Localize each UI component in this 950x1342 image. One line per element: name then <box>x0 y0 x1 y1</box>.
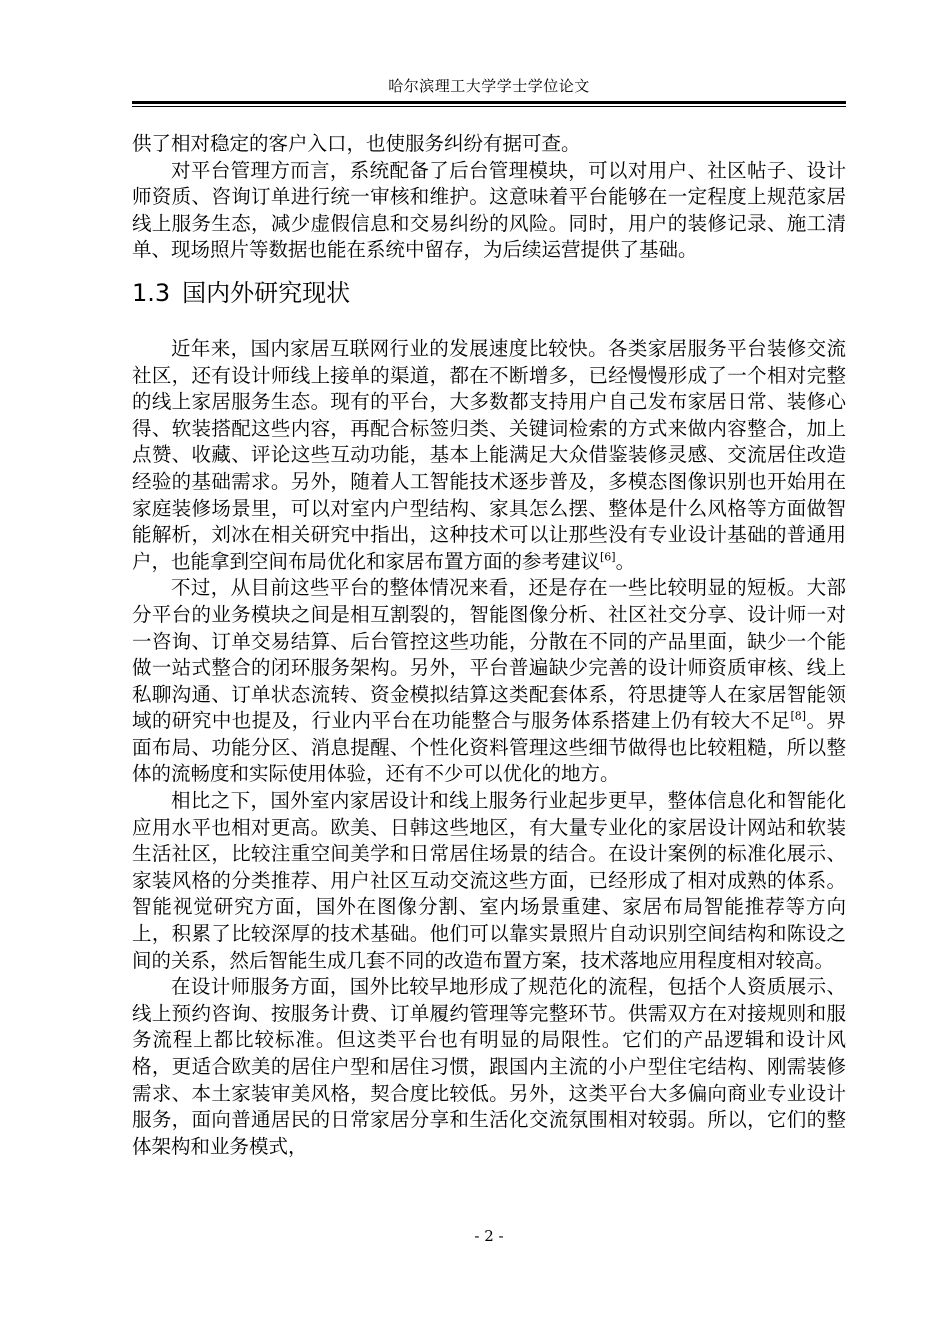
paragraph <box>132 575 846 788</box>
paragraph: 供了相对稳定的客户入口，也使服务纠纷有据可查。 <box>132 132 581 155</box>
section-heading <box>132 276 846 310</box>
paragraph-text: 近年来，国内家居互联网行业的发展速度比较快。各类家居服务平台装修交流社区，还有设计师线上接单的渠道，都在不断增多，已经慢慢形成了一个相对完整的线上家居服务生态。现有的平台，大多数都支持用户自己发布家居日常、装修心得、软装搭配这些内容，再配合标签归类、关键词检索的方式来做内容整合，加上点赞、收藏、评论这些互动功能，基本上能满足大众借鉴装修灵感、交流居住改造经验的基础需求。另外，随着人工智能技术逐步普及，多模态图像识别也开始用在家庭装修场景里，可以对室内户型结构、家具怎么摆、整体是什么风格等方面做智能解析，刘冰在相关研究中指出，这种技术可以让那些没有专业设计基础的普通用户，也能拿到空间布局优化和家居布置方面的参考建议 <box>132 336 846 573</box>
body-content <box>132 131 846 1160</box>
citation: [8] <box>790 709 807 723</box>
header-rule-thick <box>132 101 846 104</box>
paragraph-tail: 。界面布局、功能分区、消息提醒、个性化资料管理这些细节做得也比较粗糙，所以整体的流畅度和实际使用体验，还有不少可以优化的地方。 <box>132 709 846 786</box>
header-rule-thin <box>132 106 846 107</box>
page-number: - 2 - <box>474 1227 504 1245</box>
paragraph <box>132 974 846 1160</box>
citation: [6] <box>600 550 616 564</box>
section-number: 1.3 <box>132 278 171 307</box>
running-header: 哈尔滨理工大学学士学位论文 <box>388 77 590 95</box>
paragraph: 对平台管理方而言，系统配备了后台管理模块，可以对用户、社区帖子、设计师资质、咨询订单进行统一审核和维护。这意味着平台能够在一定程度上规范家居线上服务生态，减少虚假信息和交易纠纷的风险。同时，用户的装修记录、施工清单、现场照片等数据也能在系统中留存，为后续运营提供了基础。 <box>132 158 846 262</box>
section-title: 国内外研究现状 <box>182 278 351 307</box>
paragraph <box>132 336 846 575</box>
paragraph-text: 不过，从目前这些平台的整体情况来看，还是存在一些比较明显的短板。大部分平台的业务模块之间是相互割裂的，智能图像分析、社区社交分享、设计师一对一咨询、订单交易结算、后台管控这些功能，分散在不同的产品里面，缺少一个能做一站式整合的闭环服务架构。另外，平台普遍缺少完善的设计师资质审核、线上私聊沟通、订单状态流转、资金模拟结算这类配套体系，符思捷等人在家居智能领域的研究中也提及，行业内平台在功能整合与服务体系搭建上仍有较大不足 <box>132 576 846 733</box>
paragraph-tail: 。 <box>615 549 636 573</box>
paragraph-text: 相比之下，国外室内家居设计和线上服务行业起步更早，整体信息化和智能化应用水平也相对更高。欧美、日韩这些地区，有大量专业化的家居设计网站和软装生活社区，比较注重空间美学和日常居住场景的结合。在设计案例的标准化展示、家装风格的分类推荐、用户社区互动交流这些方面，已经形成了相对成熟的体系。智能视觉研究方面，国外在图像分割、室内场景重建、家居布局智能推荐等方向上，积累了比较深厚的技术基础。他们可以靠实景照片自动识别空间结构和陈设之间的关系，然后智能生成几套不同的改造布置方案，技术落地应用程度相对较高。 <box>132 789 846 972</box>
paragraph <box>132 788 846 974</box>
paragraph-text: 在设计师服务方面，国外比较早地形成了规范化的流程，包括个人资质展示、线上预约咨询、按服务计费、订单履约管理等完整环节。供需双方在对接规则和服务流程上都比较标准。但这类平台也有明显的局限性。它们的产品逻辑和设计风格，更适合欧美的居住户型和居住习惯，跟国内主流的小户型住宅结构、刚需装修需求、本土家装审美风格，契合度比较低。另外，这类平台大多偏向商业专业设计服务，面向普通居民的日常家居分享和生活化交流氛围相对较弱。所以，它们的整体架构和业务模式， <box>132 975 846 1158</box>
